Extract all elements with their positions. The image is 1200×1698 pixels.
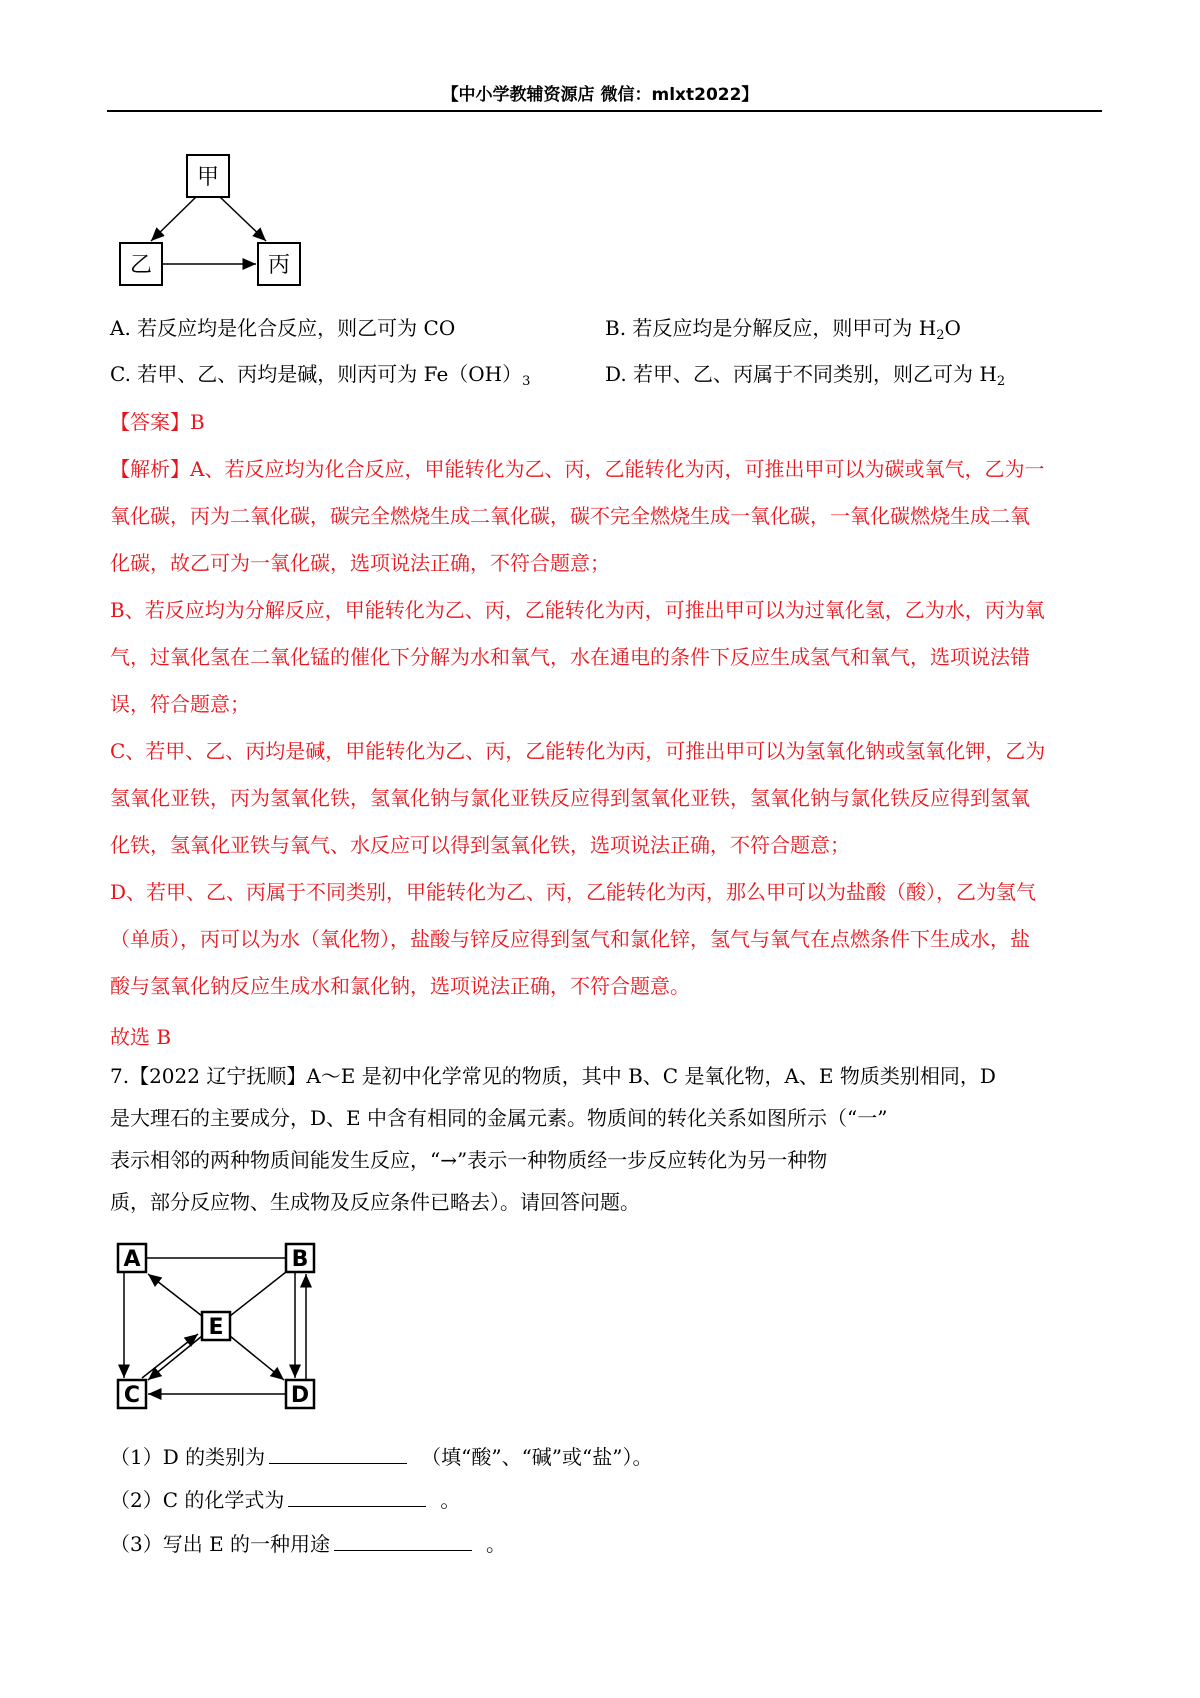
analysis-line: 误，符合题意； bbox=[110, 692, 250, 716]
sub-question-2-text: （2）C 的化学式为 bbox=[110, 1488, 285, 1512]
sub-question-1-text: （1）D 的类别为 bbox=[110, 1445, 266, 1469]
option-d bbox=[605, 362, 1006, 389]
label-d: D bbox=[290, 1383, 310, 1408]
label-jia: 甲 bbox=[196, 165, 220, 190]
question-7-line: 表示相邻的两种物质间能发生反应，“→”表示一种物质经一步反应转化为另一种物 bbox=[110, 1148, 828, 1172]
question-7-line: 质，部分反应物、生成物及反应条件已略去）。请回答问题。 bbox=[110, 1190, 640, 1214]
option-c-sub: 3 bbox=[522, 374, 531, 389]
analysis-line: 氧化碳，丙为二氧化碳，碳完全燃烧生成二氧化碳，碳不完全燃烧生成一氧化碳，一氧化碳燃烧生成二氧 bbox=[110, 504, 1030, 528]
answer: 【答案】B bbox=[110, 410, 205, 434]
question-7-line: 是大理石的主要成分，D、E 中含有相同的金属元素。物质间的转化关系如图所示（“一” bbox=[110, 1106, 888, 1130]
arrow-jia-to-yi bbox=[151, 197, 196, 241]
option-c-text: C. 若甲、乙、丙均是碱，则丙可为 Fe（OH） bbox=[110, 362, 523, 386]
sub-question-1 bbox=[110, 1443, 652, 1469]
sub-question-2-end: 。 bbox=[440, 1488, 461, 1512]
analysis-line: 化碳，故乙可为一氧化碳，选项说法正确，不符合题意； bbox=[110, 551, 610, 575]
option-a: A. 若反应均是化合反应，则乙可为 CO bbox=[110, 316, 456, 340]
sub-question-2 bbox=[110, 1486, 460, 1512]
analysis-line: （单质），丙可以为水（氧化物），盐酸与锌反应得到氢气和氯化锌，氢气与氧气在点燃条件下生成水，盐 bbox=[110, 927, 1030, 951]
option-c bbox=[110, 362, 531, 389]
option-d-sub: 2 bbox=[996, 374, 1006, 389]
arrow-jia-to-bing bbox=[220, 197, 266, 241]
option-b-sub: 2 bbox=[936, 328, 945, 343]
sub-question-3 bbox=[110, 1530, 506, 1556]
analysis-line: D、若甲、乙、丙属于不同类别，甲能转化为乙、丙，乙能转化为丙，那么甲可以为盐酸（酸），乙为氢气 bbox=[110, 880, 1037, 904]
analysis-line: B、若反应均为分解反应，甲能转化为乙、丙，乙能转化为丙，可推出甲可以为过氧化氢，乙为水，丙为氧 bbox=[110, 598, 1045, 622]
analysis-line: 酸与氢氧化钠反应生成水和氯化钠，选项说法正确，不符合题意。 bbox=[110, 974, 690, 998]
option-b-text: B. 若反应均是分解反应，则甲可为 H bbox=[605, 316, 937, 340]
label-a: A bbox=[123, 1247, 141, 1272]
analysis-line: C、若甲、乙、丙均是碱，甲能转化为乙、丙，乙能转化为丙，可推出甲可以为氢氧化钠或氢氧化钾，乙为 bbox=[110, 739, 1046, 763]
question-7-line: 7.【2022 辽宁抚顺】A～E 是初中化学常见的物质，其中 B、C 是氧化物，A、E 物质类别相同，D bbox=[110, 1064, 996, 1088]
analysis-line: 氢氧化亚铁，丙为氢氧化铁，氢氧化钠与氯化亚铁反应得到氢氧化亚铁，氢氧化钠与氯化铁反应得到氢氧 bbox=[110, 786, 1030, 810]
line-e-b bbox=[230, 1272, 286, 1316]
analysis-line: 化铁，氢氧化亚铁与氧气、水反应可以得到氢氧化铁，选项说法正确，不符合题意； bbox=[110, 833, 850, 857]
arrow-e-to-c bbox=[148, 1336, 202, 1380]
label-c: C bbox=[123, 1383, 141, 1408]
reaction-triangle-diagram bbox=[110, 150, 310, 290]
arrow-e-to-a bbox=[148, 1274, 202, 1316]
arrow-e-to-d bbox=[230, 1336, 284, 1380]
label-bing: 丙 bbox=[267, 253, 291, 278]
label-e: E bbox=[208, 1315, 224, 1340]
conclusion: 故选 B bbox=[110, 1025, 172, 1049]
answer-blank-3[interactable] bbox=[334, 1530, 472, 1551]
sub-question-1-hint: （填“酸”、“碱”或“盐”）。 bbox=[421, 1445, 653, 1469]
answer-blank-1[interactable] bbox=[269, 1443, 407, 1464]
header-divider bbox=[107, 110, 1102, 112]
arrow-c-to-e bbox=[142, 1334, 198, 1378]
page-header: 【中小学教辅资源店 微信：mlxt2022】 bbox=[441, 85, 759, 105]
sub-question-3-end: 。 bbox=[486, 1532, 507, 1556]
analysis-line: 气，过氧化氢在二氧化锰的催化下分解为水和氧气，水在通电的条件下反应生成氢气和氧气，选项说法错 bbox=[110, 645, 1030, 669]
option-b bbox=[605, 316, 961, 343]
answer-blank-2[interactable] bbox=[288, 1486, 426, 1507]
substance-relation-diagram bbox=[110, 1236, 325, 1416]
option-b-text-end: O bbox=[944, 316, 961, 340]
label-b: B bbox=[291, 1247, 309, 1272]
sub-question-3-text: （3）写出 E 的一种用途 bbox=[110, 1532, 331, 1556]
option-d-text: D. 若甲、乙、丙属于不同类别，则乙可为 H bbox=[605, 362, 997, 386]
analysis-line: 【解析】A、若反应均为化合反应，甲能转化为乙、丙，乙能转化为丙，可推出甲可以为碳或氧气，乙为一 bbox=[110, 457, 1045, 481]
label-yi: 乙 bbox=[129, 253, 153, 278]
